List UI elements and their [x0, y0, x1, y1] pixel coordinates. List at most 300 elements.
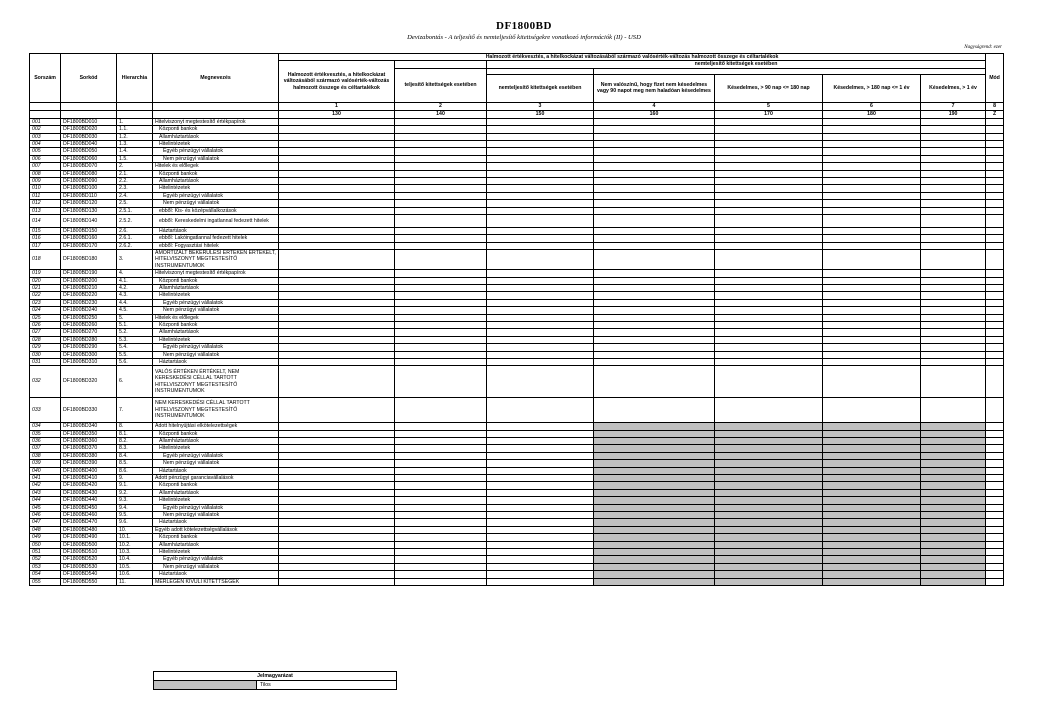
data-cell[interactable] [823, 482, 921, 489]
mod-cell[interactable] [986, 178, 1004, 185]
data-cell[interactable] [395, 200, 487, 207]
data-cell[interactable] [823, 192, 921, 199]
data-cell[interactable] [823, 141, 921, 148]
data-cell[interactable] [487, 549, 594, 556]
data-cell[interactable] [921, 359, 986, 366]
data-cell[interactable] [921, 511, 986, 518]
data-cell[interactable] [487, 556, 594, 563]
data-cell[interactable] [279, 366, 395, 398]
data-cell[interactable] [921, 133, 986, 140]
data-cell[interactable] [594, 452, 715, 459]
data-cell[interactable] [715, 504, 823, 511]
data-cell[interactable] [594, 359, 715, 366]
mod-cell[interactable] [986, 307, 1004, 314]
data-cell[interactable] [823, 460, 921, 467]
data-cell[interactable] [594, 437, 715, 444]
data-cell[interactable] [594, 563, 715, 570]
data-cell[interactable] [823, 344, 921, 351]
data-cell[interactable] [715, 329, 823, 336]
data-cell[interactable] [395, 571, 487, 578]
data-cell[interactable] [279, 571, 395, 578]
data-cell[interactable] [487, 170, 594, 177]
data-cell[interactable] [921, 351, 986, 358]
data-cell[interactable] [594, 511, 715, 518]
data-cell[interactable] [715, 563, 823, 570]
data-cell[interactable] [279, 299, 395, 306]
data-cell[interactable] [487, 445, 594, 452]
mod-cell[interactable] [986, 489, 1004, 496]
data-cell[interactable] [823, 549, 921, 556]
data-cell[interactable] [395, 423, 487, 430]
data-cell[interactable] [594, 430, 715, 437]
data-cell[interactable] [921, 185, 986, 192]
data-cell[interactable] [921, 497, 986, 504]
mod-cell[interactable] [986, 133, 1004, 140]
mod-cell[interactable] [986, 460, 1004, 467]
data-cell[interactable] [279, 118, 395, 125]
data-cell[interactable] [279, 452, 395, 459]
data-cell[interactable] [395, 467, 487, 474]
data-cell[interactable] [395, 344, 487, 351]
mod-cell[interactable] [986, 277, 1004, 284]
data-cell[interactable] [395, 460, 487, 467]
data-cell[interactable] [594, 489, 715, 496]
data-cell[interactable] [715, 474, 823, 481]
data-cell[interactable] [594, 351, 715, 358]
data-cell[interactable] [395, 452, 487, 459]
data-cell[interactable] [715, 489, 823, 496]
data-cell[interactable] [279, 460, 395, 467]
data-cell[interactable] [487, 118, 594, 125]
data-cell[interactable] [921, 549, 986, 556]
data-cell[interactable] [823, 163, 921, 170]
data-cell[interactable] [715, 467, 823, 474]
data-cell[interactable] [487, 321, 594, 328]
data-cell[interactable] [395, 578, 487, 585]
data-cell[interactable] [921, 242, 986, 249]
data-cell[interactable] [279, 467, 395, 474]
data-cell[interactable] [279, 321, 395, 328]
data-cell[interactable] [395, 489, 487, 496]
data-cell[interactable] [487, 336, 594, 343]
data-cell[interactable] [594, 321, 715, 328]
data-cell[interactable] [715, 215, 823, 228]
data-cell[interactable] [487, 526, 594, 533]
data-cell[interactable] [823, 178, 921, 185]
data-cell[interactable] [487, 133, 594, 140]
data-cell[interactable] [594, 314, 715, 321]
data-cell[interactable] [823, 556, 921, 563]
data-cell[interactable] [594, 534, 715, 541]
data-cell[interactable] [594, 497, 715, 504]
data-cell[interactable] [823, 215, 921, 228]
data-cell[interactable] [715, 170, 823, 177]
data-cell[interactable] [715, 482, 823, 489]
data-cell[interactable] [279, 578, 395, 585]
mod-cell[interactable] [986, 118, 1004, 125]
data-cell[interactable] [279, 277, 395, 284]
data-cell[interactable] [921, 215, 986, 228]
mod-cell[interactable] [986, 148, 1004, 155]
mod-cell[interactable] [986, 192, 1004, 199]
data-cell[interactable] [594, 270, 715, 277]
data-cell[interactable] [921, 307, 986, 314]
mod-cell[interactable] [986, 504, 1004, 511]
mod-cell[interactable] [986, 563, 1004, 570]
data-cell[interactable] [715, 307, 823, 314]
data-cell[interactable] [823, 359, 921, 366]
data-cell[interactable] [715, 366, 823, 398]
data-cell[interactable] [823, 563, 921, 570]
data-cell[interactable] [487, 292, 594, 299]
mod-cell[interactable] [986, 511, 1004, 518]
data-cell[interactable] [921, 170, 986, 177]
data-cell[interactable] [823, 489, 921, 496]
data-cell[interactable] [487, 329, 594, 336]
data-cell[interactable] [487, 482, 594, 489]
data-cell[interactable] [487, 227, 594, 234]
data-cell[interactable] [395, 497, 487, 504]
data-cell[interactable] [921, 563, 986, 570]
data-cell[interactable] [279, 307, 395, 314]
data-cell[interactable] [279, 474, 395, 481]
data-cell[interactable] [487, 141, 594, 148]
data-cell[interactable] [594, 249, 715, 269]
data-cell[interactable] [279, 482, 395, 489]
mod-cell[interactable] [986, 163, 1004, 170]
data-cell[interactable] [594, 549, 715, 556]
data-cell[interactable] [823, 430, 921, 437]
data-cell[interactable] [715, 534, 823, 541]
data-cell[interactable] [279, 541, 395, 548]
data-cell[interactable] [823, 526, 921, 533]
data-cell[interactable] [594, 460, 715, 467]
data-cell[interactable] [594, 467, 715, 474]
mod-cell[interactable] [986, 474, 1004, 481]
data-cell[interactable] [487, 155, 594, 162]
data-cell[interactable] [594, 148, 715, 155]
data-cell[interactable] [921, 534, 986, 541]
mod-cell[interactable] [986, 185, 1004, 192]
data-cell[interactable] [487, 242, 594, 249]
data-cell[interactable] [921, 235, 986, 242]
data-cell[interactable] [715, 336, 823, 343]
data-cell[interactable] [487, 460, 594, 467]
data-cell[interactable] [279, 249, 395, 269]
data-cell[interactable] [279, 344, 395, 351]
data-cell[interactable] [279, 178, 395, 185]
data-cell[interactable] [921, 200, 986, 207]
data-cell[interactable] [594, 163, 715, 170]
mod-cell[interactable] [986, 437, 1004, 444]
data-cell[interactable] [487, 511, 594, 518]
data-cell[interactable] [823, 351, 921, 358]
data-cell[interactable] [594, 292, 715, 299]
data-cell[interactable] [921, 141, 986, 148]
mod-cell[interactable] [986, 215, 1004, 228]
data-cell[interactable] [921, 178, 986, 185]
data-cell[interactable] [487, 178, 594, 185]
data-cell[interactable] [921, 155, 986, 162]
data-cell[interactable] [594, 504, 715, 511]
data-cell[interactable] [823, 170, 921, 177]
data-cell[interactable] [715, 133, 823, 140]
data-cell[interactable] [487, 299, 594, 306]
mod-cell[interactable] [986, 292, 1004, 299]
data-cell[interactable] [715, 227, 823, 234]
mod-cell[interactable] [986, 534, 1004, 541]
data-cell[interactable] [395, 549, 487, 556]
data-cell[interactable] [594, 344, 715, 351]
data-cell[interactable] [823, 336, 921, 343]
data-cell[interactable] [279, 200, 395, 207]
mod-cell[interactable] [986, 497, 1004, 504]
mod-cell[interactable] [986, 242, 1004, 249]
data-cell[interactable] [715, 511, 823, 518]
data-cell[interactable] [279, 133, 395, 140]
data-cell[interactable] [921, 292, 986, 299]
mod-cell[interactable] [986, 541, 1004, 548]
data-cell[interactable] [921, 571, 986, 578]
mod-cell[interactable] [986, 284, 1004, 291]
data-cell[interactable] [921, 423, 986, 430]
mod-cell[interactable] [986, 467, 1004, 474]
data-cell[interactable] [921, 329, 986, 336]
data-cell[interactable] [921, 321, 986, 328]
data-cell[interactable] [279, 242, 395, 249]
data-cell[interactable] [823, 270, 921, 277]
data-cell[interactable] [487, 249, 594, 269]
data-cell[interactable] [921, 207, 986, 214]
mod-cell[interactable] [986, 227, 1004, 234]
data-cell[interactable] [921, 437, 986, 444]
data-cell[interactable] [823, 497, 921, 504]
data-cell[interactable] [279, 423, 395, 430]
mod-cell[interactable] [986, 329, 1004, 336]
data-cell[interactable] [921, 452, 986, 459]
data-cell[interactable] [487, 474, 594, 481]
data-cell[interactable] [395, 178, 487, 185]
data-cell[interactable] [594, 329, 715, 336]
data-cell[interactable] [279, 430, 395, 437]
data-cell[interactable] [715, 178, 823, 185]
data-cell[interactable] [823, 307, 921, 314]
data-cell[interactable] [823, 445, 921, 452]
data-cell[interactable] [279, 351, 395, 358]
data-cell[interactable] [279, 556, 395, 563]
data-cell[interactable] [395, 227, 487, 234]
data-cell[interactable] [487, 571, 594, 578]
data-cell[interactable] [921, 445, 986, 452]
data-cell[interactable] [279, 437, 395, 444]
data-cell[interactable] [715, 200, 823, 207]
data-cell[interactable] [715, 549, 823, 556]
data-cell[interactable] [487, 497, 594, 504]
data-cell[interactable] [921, 227, 986, 234]
mod-cell[interactable] [986, 452, 1004, 459]
data-cell[interactable] [921, 541, 986, 548]
mod-cell[interactable] [986, 170, 1004, 177]
data-cell[interactable] [921, 163, 986, 170]
data-cell[interactable] [823, 329, 921, 336]
data-cell[interactable] [823, 519, 921, 526]
mod-cell[interactable] [986, 519, 1004, 526]
data-cell[interactable] [823, 474, 921, 481]
data-cell[interactable] [395, 207, 487, 214]
data-cell[interactable] [395, 511, 487, 518]
data-cell[interactable] [594, 397, 715, 422]
data-cell[interactable] [279, 235, 395, 242]
data-cell[interactable] [921, 519, 986, 526]
data-cell[interactable] [279, 192, 395, 199]
mod-cell[interactable] [986, 549, 1004, 556]
data-cell[interactable] [823, 534, 921, 541]
data-cell[interactable] [594, 541, 715, 548]
data-cell[interactable] [715, 571, 823, 578]
data-cell[interactable] [487, 467, 594, 474]
data-cell[interactable] [715, 445, 823, 452]
data-cell[interactable] [715, 163, 823, 170]
data-cell[interactable] [715, 452, 823, 459]
data-cell[interactable] [594, 474, 715, 481]
mod-cell[interactable] [986, 366, 1004, 398]
data-cell[interactable] [715, 155, 823, 162]
data-cell[interactable] [395, 321, 487, 328]
data-cell[interactable] [487, 163, 594, 170]
data-cell[interactable] [921, 430, 986, 437]
data-cell[interactable] [487, 185, 594, 192]
data-cell[interactable] [395, 314, 487, 321]
data-cell[interactable] [594, 185, 715, 192]
data-cell[interactable] [594, 578, 715, 585]
data-cell[interactable] [921, 526, 986, 533]
data-cell[interactable] [715, 207, 823, 214]
data-cell[interactable] [594, 519, 715, 526]
data-cell[interactable] [823, 126, 921, 133]
data-cell[interactable] [395, 170, 487, 177]
data-cell[interactable] [823, 541, 921, 548]
data-cell[interactable] [279, 563, 395, 570]
mod-cell[interactable] [986, 344, 1004, 351]
data-cell[interactable] [823, 452, 921, 459]
data-cell[interactable] [921, 482, 986, 489]
data-cell[interactable] [921, 118, 986, 125]
data-cell[interactable] [715, 430, 823, 437]
mod-cell[interactable] [986, 314, 1004, 321]
data-cell[interactable] [395, 118, 487, 125]
data-cell[interactable] [279, 163, 395, 170]
data-cell[interactable] [487, 126, 594, 133]
data-cell[interactable] [395, 474, 487, 481]
data-cell[interactable] [395, 359, 487, 366]
data-cell[interactable] [395, 519, 487, 526]
mod-cell[interactable] [986, 397, 1004, 422]
data-cell[interactable] [487, 489, 594, 496]
data-cell[interactable] [487, 437, 594, 444]
data-cell[interactable] [279, 314, 395, 321]
data-cell[interactable] [921, 397, 986, 422]
data-cell[interactable] [715, 359, 823, 366]
mod-cell[interactable] [986, 445, 1004, 452]
data-cell[interactable] [487, 307, 594, 314]
data-cell[interactable] [279, 126, 395, 133]
data-cell[interactable] [279, 519, 395, 526]
data-cell[interactable] [823, 249, 921, 269]
data-cell[interactable] [395, 292, 487, 299]
data-cell[interactable] [823, 321, 921, 328]
data-cell[interactable] [279, 284, 395, 291]
data-cell[interactable] [279, 185, 395, 192]
data-cell[interactable] [395, 366, 487, 398]
data-cell[interactable] [395, 242, 487, 249]
data-cell[interactable] [395, 534, 487, 541]
data-cell[interactable] [921, 126, 986, 133]
mod-cell[interactable] [986, 423, 1004, 430]
data-cell[interactable] [715, 519, 823, 526]
data-cell[interactable] [594, 336, 715, 343]
data-cell[interactable] [395, 482, 487, 489]
data-cell[interactable] [395, 504, 487, 511]
data-cell[interactable] [594, 242, 715, 249]
data-cell[interactable] [279, 292, 395, 299]
data-cell[interactable] [279, 526, 395, 533]
data-cell[interactable] [921, 366, 986, 398]
data-cell[interactable] [279, 397, 395, 422]
data-cell[interactable] [487, 534, 594, 541]
data-cell[interactable] [487, 541, 594, 548]
data-cell[interactable] [395, 155, 487, 162]
data-cell[interactable] [594, 277, 715, 284]
data-cell[interactable] [823, 437, 921, 444]
data-cell[interactable] [395, 126, 487, 133]
data-cell[interactable] [594, 133, 715, 140]
data-cell[interactable] [921, 344, 986, 351]
data-cell[interactable] [823, 148, 921, 155]
data-cell[interactable] [921, 489, 986, 496]
data-cell[interactable] [921, 299, 986, 306]
data-cell[interactable] [395, 163, 487, 170]
data-cell[interactable] [594, 299, 715, 306]
data-cell[interactable] [715, 277, 823, 284]
data-cell[interactable] [715, 126, 823, 133]
data-cell[interactable] [487, 366, 594, 398]
mod-cell[interactable] [986, 207, 1004, 214]
data-cell[interactable] [921, 556, 986, 563]
data-cell[interactable] [594, 126, 715, 133]
mod-cell[interactable] [986, 321, 1004, 328]
data-cell[interactable] [395, 277, 487, 284]
mod-cell[interactable] [986, 526, 1004, 533]
data-cell[interactable] [823, 185, 921, 192]
mod-cell[interactable] [986, 126, 1004, 133]
mod-cell[interactable] [986, 249, 1004, 269]
data-cell[interactable] [279, 489, 395, 496]
data-cell[interactable] [487, 351, 594, 358]
data-cell[interactable] [395, 563, 487, 570]
data-cell[interactable] [715, 299, 823, 306]
data-cell[interactable] [395, 192, 487, 199]
data-cell[interactable] [395, 351, 487, 358]
data-cell[interactable] [487, 277, 594, 284]
data-cell[interactable] [823, 397, 921, 422]
data-cell[interactable] [715, 141, 823, 148]
data-cell[interactable] [823, 207, 921, 214]
mod-cell[interactable] [986, 299, 1004, 306]
data-cell[interactable] [715, 284, 823, 291]
data-cell[interactable] [921, 192, 986, 199]
data-cell[interactable] [487, 270, 594, 277]
data-cell[interactable] [921, 336, 986, 343]
